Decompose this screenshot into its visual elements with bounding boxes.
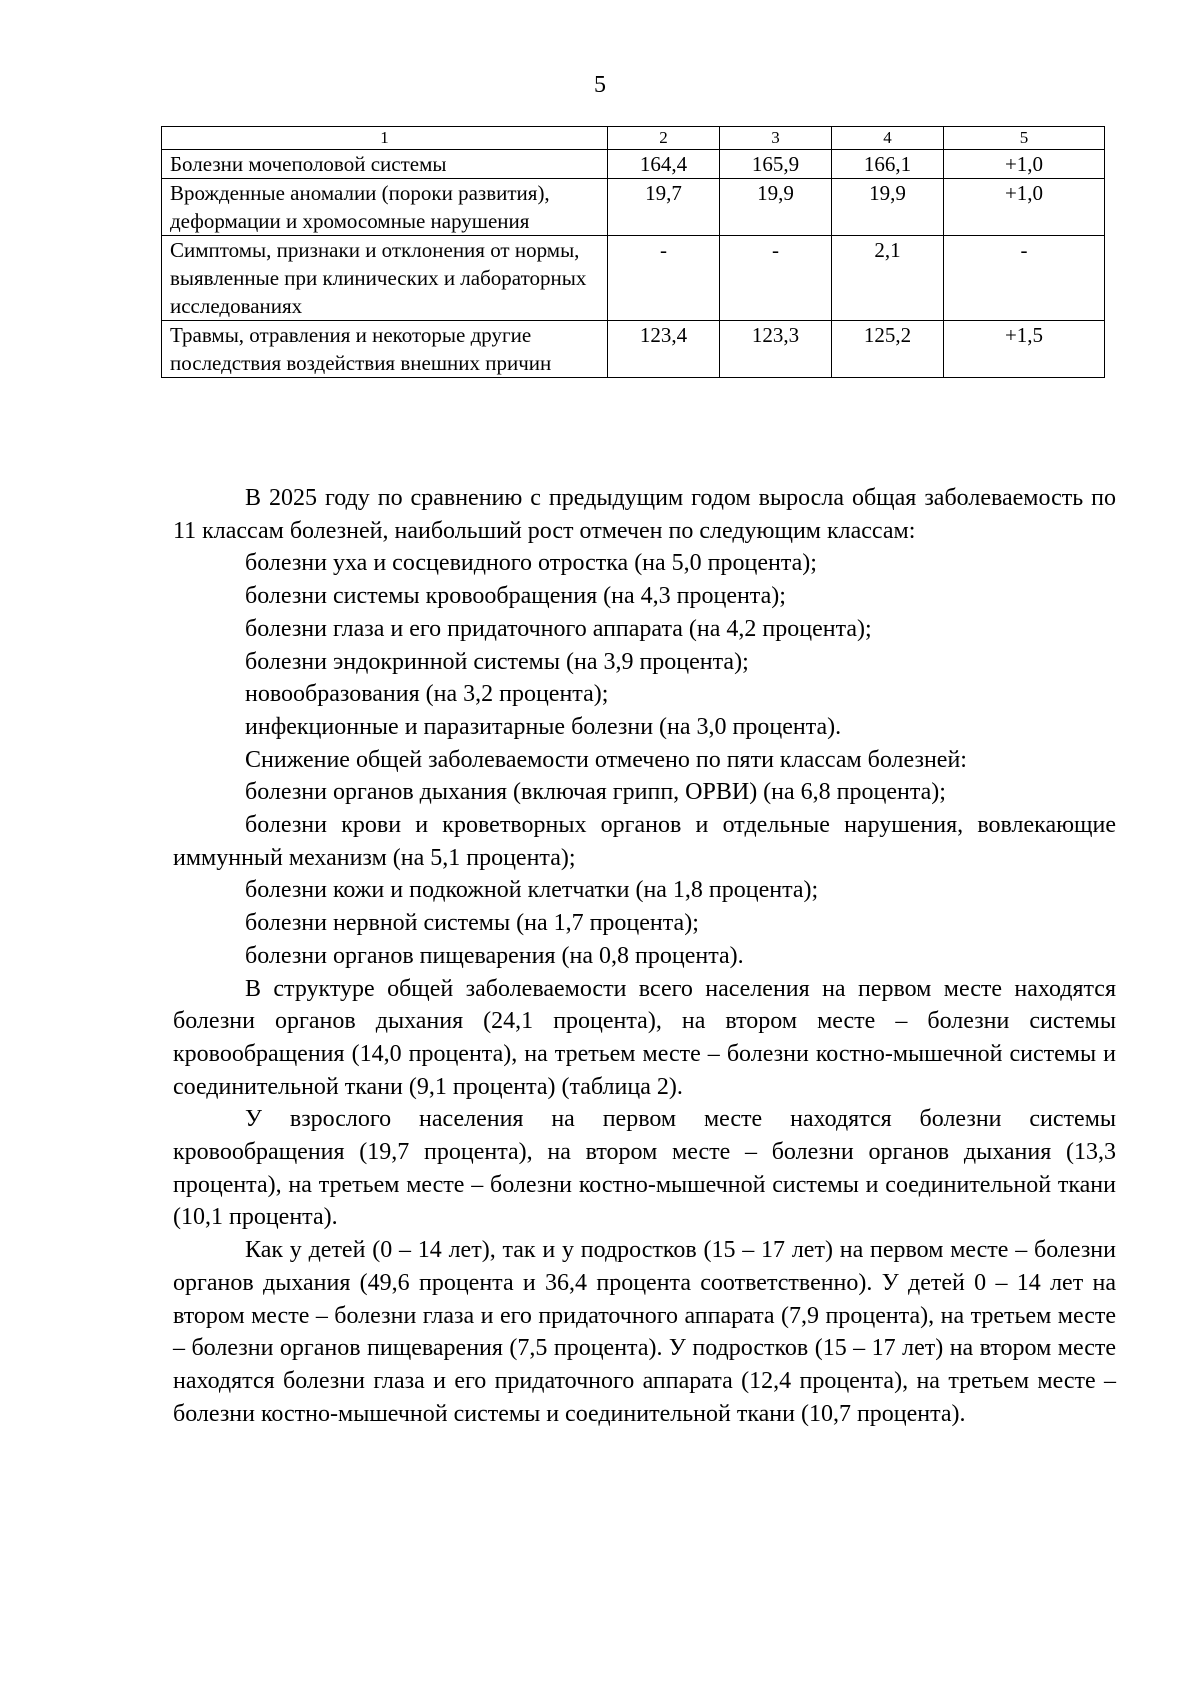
table-row (162, 179, 1105, 236)
table-cell: +1,0 (944, 179, 1105, 236)
decline-list-item: болезни органов пищеварения (на 0,8 процента). (245, 942, 744, 969)
table-cell: - (608, 236, 720, 321)
table-cell: 123,4 (608, 321, 720, 378)
table-cell: 19,9 (720, 179, 832, 236)
growth-list-item: болезни уха и сосцевидного отростка (на 5,0 процента); (245, 550, 817, 577)
column-header: 4 (832, 127, 944, 150)
decline-list-item: болезни кожи и подкожной клетчатки (на 1,8 процента); (245, 877, 819, 904)
table-cell: 123,3 (720, 321, 832, 378)
growth-list-item: болезни глаза и его придаточного аппарата (на 4,2 процента); (245, 615, 872, 642)
column-header: 1 (162, 127, 608, 150)
decline-list-item: болезни крови и кроветворных органов и отдельные нарушения, вовлекающие иммунный механизм (на 5,1 процента); (173, 812, 1116, 871)
table-cell: - (720, 236, 832, 321)
table-cell: +1,0 (944, 150, 1105, 179)
disease-table (161, 126, 1105, 378)
disease-class-name: Травмы, отравления и некоторые другие последствия воздействия внешних причин (162, 321, 608, 378)
adult-paragraph: У взрослого населения на первом месте находятся болезни системы кровообращения (19,7 процента), на втором месте – болезни органов дыхания (13,3 процента), на третьем месте – болезни костно-мышечной системы и соединительной ткани (10,1 процента). (173, 1106, 1116, 1231)
table-cell: 19,9 (832, 179, 944, 236)
table-cell: 164,4 (608, 150, 720, 179)
table-row (162, 321, 1105, 378)
column-header: 5 (944, 127, 1105, 150)
disease-class-name: Симптомы, признаки и отклонения от нормы, выявленные при клинических и лабораторных исследованиях (162, 236, 608, 321)
page-number: 5 (594, 72, 606, 98)
decline-list-item: болезни нервной системы (на 1,7 процента); (245, 910, 699, 937)
growth-list-item: болезни эндокринной системы (на 3,9 процента); (245, 648, 749, 675)
growth-list-item: болезни системы кровообращения (на 4,3 процента); (245, 583, 786, 610)
table-cell: 165,9 (720, 150, 832, 179)
children-paragraph: Как у детей (0 – 14 лет), так и у подростков (15 – 17 лет) на первом месте – болезни органов дыхания (49,6 процента и 36,4 процента соответственно). У детей 0 – 14 лет на втором месте – болезни глаза и его придаточного аппарата (7,9 процента), на третьем месте – болезни органов пищеварения (7,5 процента). У подростков (15 – 17 лет) на втором месте находятся болезни глаза и его придаточного аппарата (12,4 процента), на третьем месте – болезни костно-мышечной системы и соединительной ткани (10,7 процента). (173, 1237, 1116, 1427)
table-cell: 19,7 (608, 179, 720, 236)
table-cell: - (944, 236, 1105, 321)
intro-paragraph: В 2025 году по сравнению с предыдущим годом выросла общая заболеваемость по 11 классам болезней, наибольший рост отмечен по следующим классам: (173, 485, 1116, 544)
decline-list-item: болезни органов дыхания (включая грипп, ОРВИ) (на 6,8 процента); (245, 779, 946, 806)
disease-class-name: Болезни мочеполовой системы (162, 150, 608, 179)
structure-paragraph: В структуре общей заболеваемости всего населения на первом месте находятся болезни органов дыхания (24,1 процента), на втором месте – болезни системы кровообращения (14,0 процента), на третьем месте – болезни костно-мышечной системы и соединительной ткани (9,1 процента) (таблица 2). (173, 975, 1116, 1100)
table-cell: 166,1 (832, 150, 944, 179)
table-cell: +1,5 (944, 321, 1105, 378)
growth-list-item: инфекционные и паразитарные болезни (на 3,0 процента). (245, 713, 842, 740)
column-header: 3 (720, 127, 832, 150)
growth-list-item: новообразования (на 3,2 процента); (245, 681, 609, 708)
disease-class-name: Врожденные аномалии (пороки развития), деформации и хромосомные нарушения (162, 179, 608, 236)
decline-intro: Снижение общей заболеваемости отмечено по пяти классам болезней: (245, 746, 967, 773)
body-text (173, 482, 1116, 1430)
column-header: 2 (608, 127, 720, 150)
table-row (162, 236, 1105, 321)
table-row (162, 150, 1105, 179)
table-cell: 2,1 (832, 236, 944, 321)
table-header-row (162, 127, 1105, 150)
table-cell: 125,2 (832, 321, 944, 378)
